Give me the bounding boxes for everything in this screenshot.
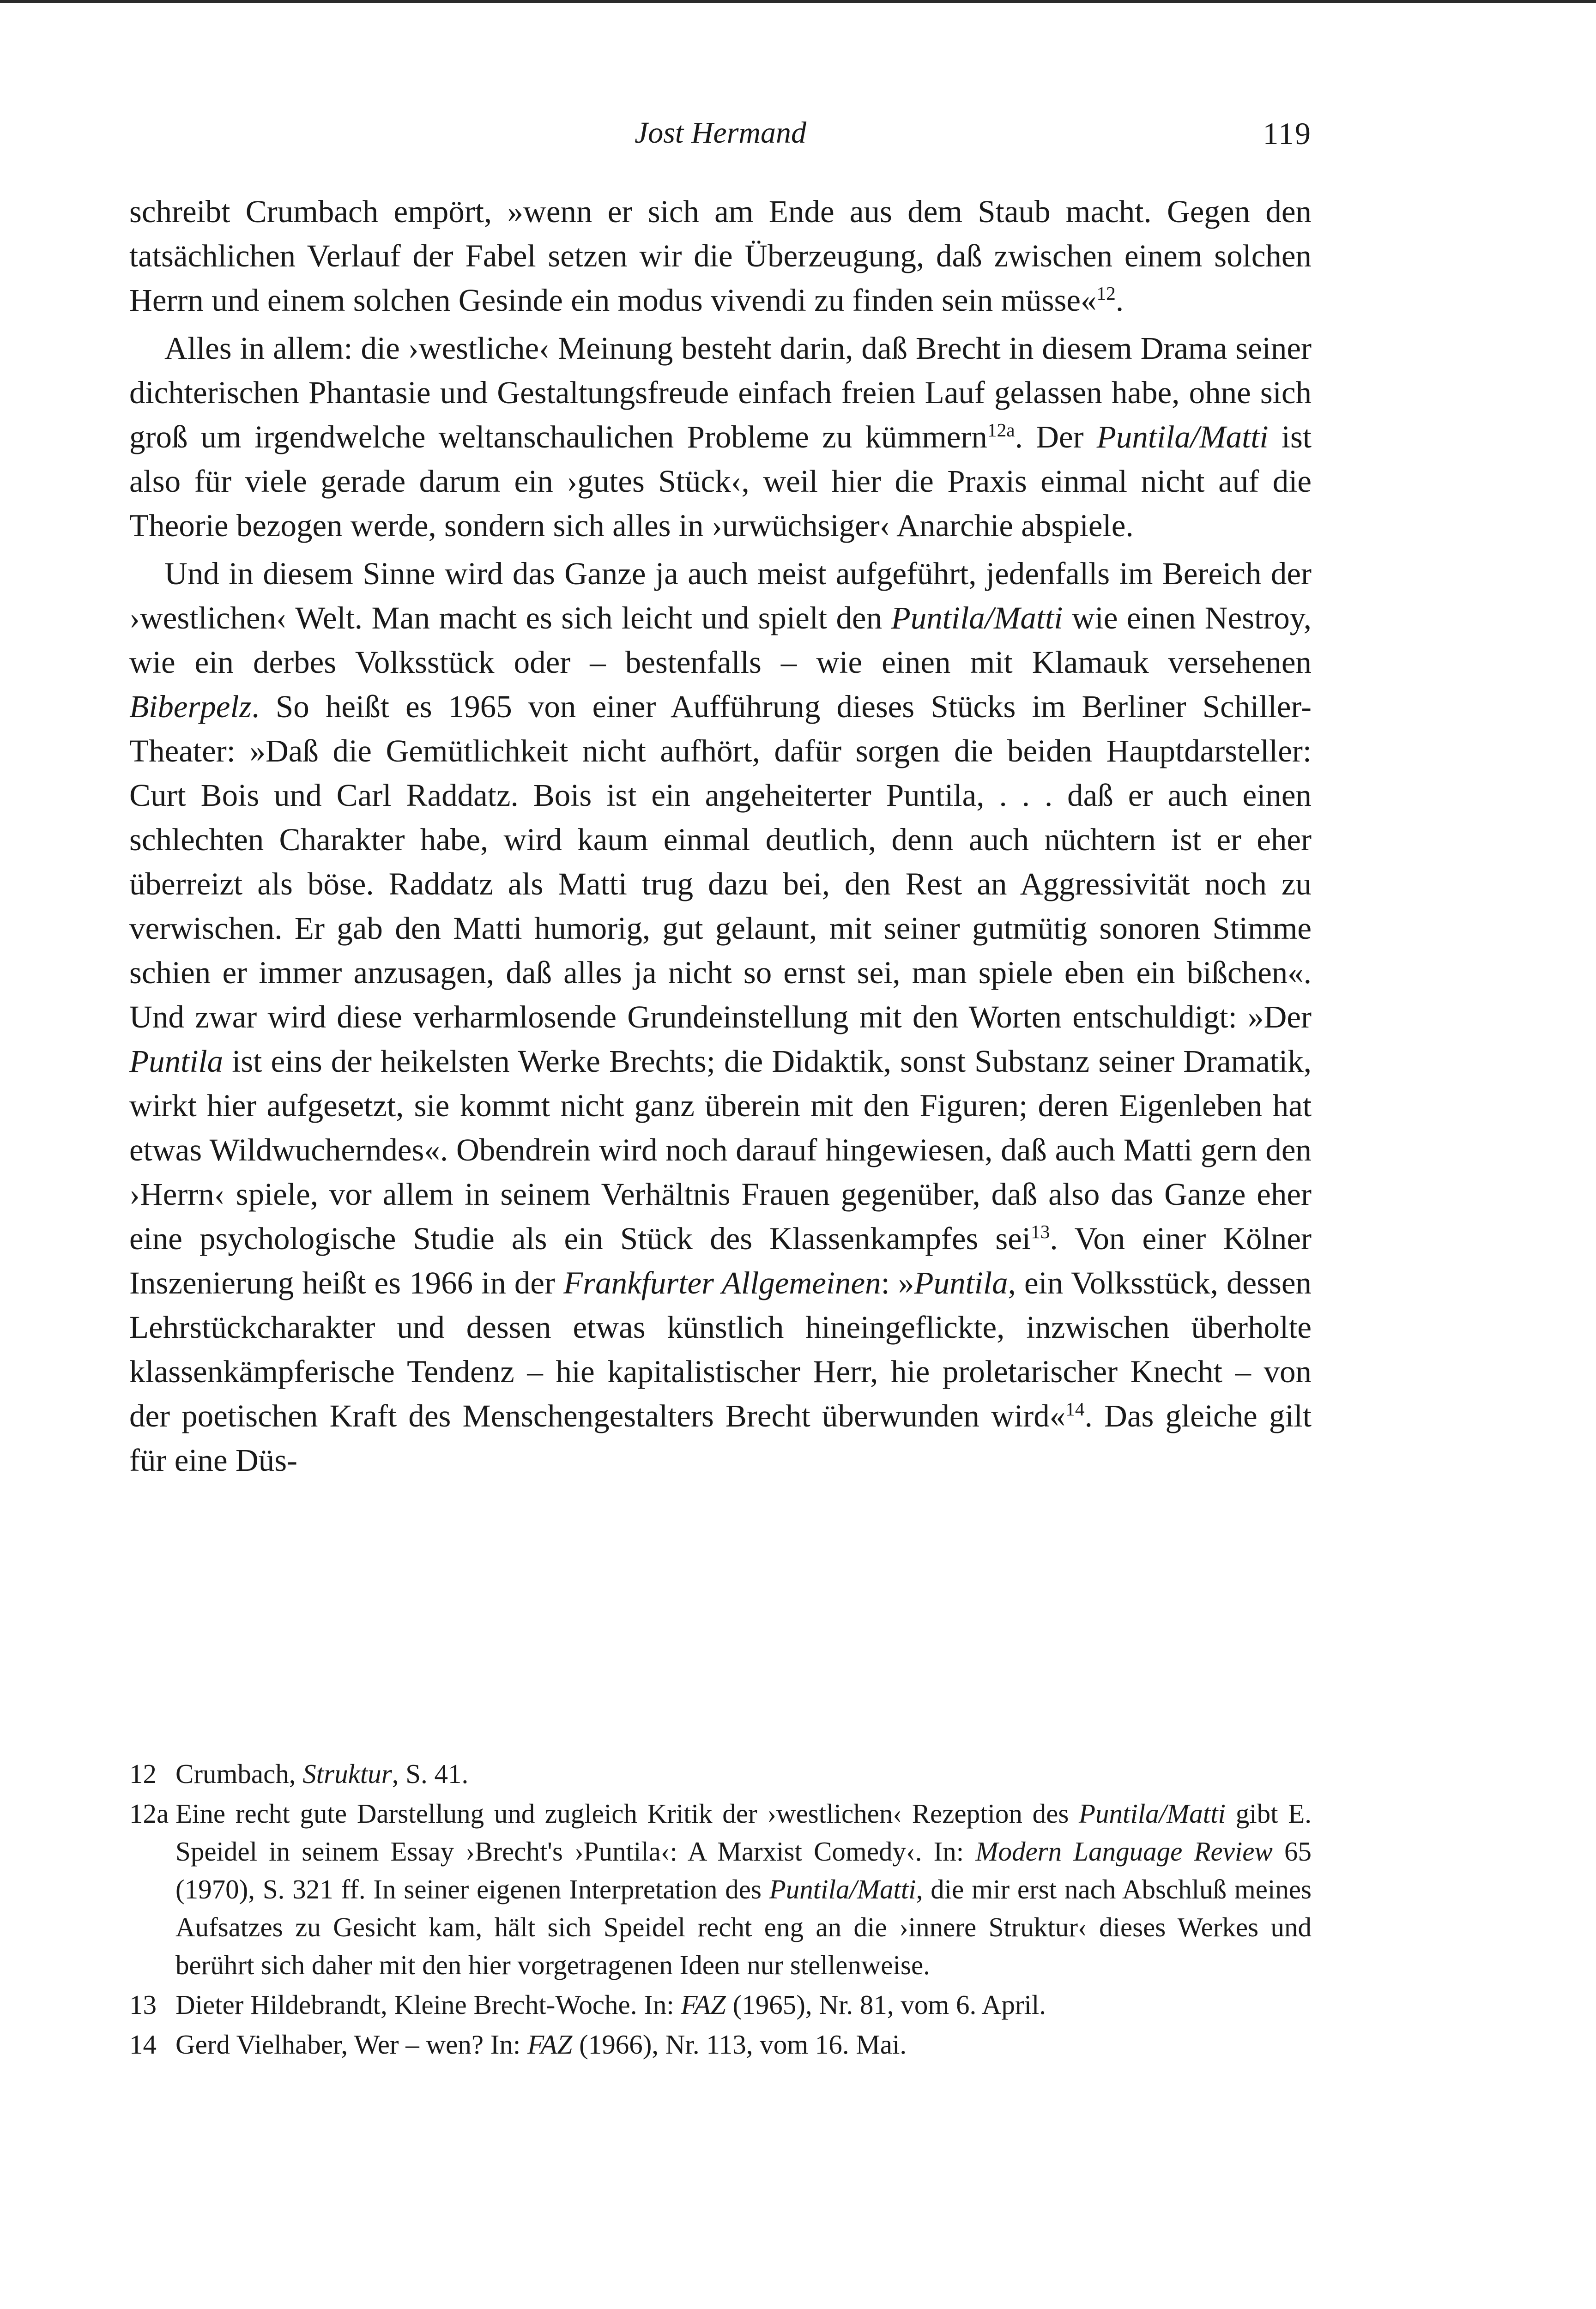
work-title: Puntila/Matti: [1079, 1798, 1226, 1829]
paragraph-3: [129, 551, 1312, 1482]
footnote-ref-12a: 12a: [987, 419, 1015, 441]
work-title: Puntila/Matti: [1096, 419, 1269, 454]
work-title: Puntila/Matti: [769, 1874, 916, 1904]
text-run: .: [1115, 283, 1124, 318]
footnote-13: [129, 1986, 1312, 2024]
text-run: (1965), Nr. 81, vom 6. April.: [725, 1989, 1046, 2020]
text-run: schreibt Crumbach empört, »wenn er sich am Ende aus dem Staub macht. Gegen den tatsächlichen Verlauf der Fabel setzen wir die Überzeugung, daß zwischen einem solchen Herrn und einem solchen Gesinde ein modus vivendi zu finden sein müsse«: [129, 194, 1312, 318]
text-run: Crumbach,: [175, 1759, 303, 1789]
text-run: : »: [881, 1265, 914, 1300]
text-run: . So heißt es 1965 von einer Aufführung dieses Stücks im Berliner Schiller-Theater: »Daß die Gemütlichkeit nicht aufhört, dafür sorgen die beiden Hauptdarsteller: Curt Bois und Carl Raddatz. Bois ist ein angeheiterter Puntila, . . . daß er auch einen schlechten Charakter habe, wird kaum einmal deutlich, denn auch nüchtern ist er eher überreizt als böse. Raddatz als Matti trug dazu bei, den Rest an Aggressivität noch zu verwischen. Er gab den Matti humorig, gut gelaunt, mit seiner gutmütig sonoren Stimme schien er immer anzusagen, daß alles ja nicht so ernst sei, man spiele eben ein bißchen«. Und zwar wird diese verharmlosende Grundeinstellung mit den Worten entschuldigt: »Der: [129, 689, 1312, 1034]
footnote-text: [175, 2025, 1312, 2063]
top-border-rule: [0, 0, 1596, 3]
text-run: gibt E. Speidel in seinem Essay ›Brecht's ›Puntila‹: A Marxist Comedy‹. In:: [175, 1798, 1312, 1867]
text-run: . Von einer Kölner Inszenierung heißt es 1966 in der: [129, 1221, 1312, 1300]
work-title: Biberpelz: [129, 689, 252, 724]
text-run: Und in diesem Sinne wird das Ganze ja auch meist aufgeführt, jedenfalls im Bereich der ›westlichen‹ Welt. Man macht es sich leicht und spielt den: [129, 556, 1312, 635]
footnote-text: [175, 1755, 1312, 1793]
footnote-ref-14: 14: [1065, 1398, 1085, 1420]
footnote-ref-13: 13: [1031, 1221, 1050, 1242]
paragraph-1: [129, 189, 1312, 322]
text-run: (1966), Nr. 113, vom 16. Mai.: [572, 2029, 907, 2060]
newspaper-title: Frankfurter Allgemeinen: [563, 1265, 881, 1300]
footnote-text: [175, 1795, 1312, 1984]
text-run: , die mir erst nach Abschluß meines Aufsatzes zu Gesicht kam, hält sich Speidel recht eng an die ›innere Struktur‹ dieses Werkes und berührt sich daher mit den hier vorgetragenen Ideen nur stellenweise.: [175, 1874, 1312, 1980]
text-run: ist also für viele gerade darum ein ›gutes Stück‹, weil hier die Praxis einmal nicht auf die Theorie bezogen werde, sondern sich alles in ›urwüchsiger‹ Anarchie abspiele.: [129, 419, 1312, 543]
journal-title: Modern Language Review: [975, 1836, 1273, 1867]
text-run: , ein Volksstück, dessen Lehrstückcharakter und dessen etwas künstlich hineingeflickte, inzwischen überholte klassenkämpferische Tendenz – hie kapitalistischer Herr, hie proletarischer Knecht – von der poetischen Kraft des Menschengestalters Brecht überwunden wird«: [129, 1265, 1312, 1433]
footnote-number: 12a: [129, 1798, 169, 1829]
footnotes-section: [129, 1755, 1312, 2065]
running-head-author: Jost Hermand: [634, 116, 807, 150]
text-run: 65 (1970), S. 321 ff. In seiner eigenen Interpretation des: [175, 1836, 1312, 1904]
work-title: Struktur: [302, 1759, 392, 1789]
text-run: , S. 41.: [392, 1759, 469, 1789]
footnote-14: [129, 2025, 1312, 2063]
main-body-text: [129, 189, 1312, 1482]
newspaper-title: FAZ: [527, 2029, 573, 2060]
footnote-number: 13: [129, 1989, 157, 2020]
work-title: Puntila/Matti: [891, 600, 1063, 635]
text-run: wie einen Nestroy, wie ein derbes Volksstück oder – bestenfalls – wie einen mit Klamauk versehenen: [129, 600, 1312, 680]
footnote-ref-12: 12: [1096, 283, 1116, 304]
footnote-12a: [129, 1795, 1312, 1984]
text-run: Eine recht gute Darstellung und zugleich Kritik der ›westlichen‹ Rezeption des: [175, 1798, 1079, 1829]
footnote-number: 12: [129, 1759, 157, 1789]
text-run: Alles in allem: die ›westliche‹ Meinung besteht darin, daß Brecht in diesem Drama seiner dichterischen Phantasie und Gestaltungsfreude einfach freien Lauf gelassen habe, ohne sich groß um irgendwelche weltanschaulichen Probleme zu kümmern: [129, 331, 1312, 454]
text-run: . Der: [1015, 419, 1097, 454]
newspaper-title: FAZ: [681, 1989, 726, 2020]
footnote-number: 14: [129, 2029, 157, 2060]
work-title: Puntila: [914, 1265, 1008, 1300]
text-run: . Das gleiche gilt für eine Düs-: [129, 1398, 1312, 1478]
footnote-12: [129, 1755, 1312, 1793]
paragraph-2: [129, 326, 1312, 548]
text-run: Dieter Hildebrandt, Kleine Brecht-Woche. In:: [175, 1989, 681, 2020]
text-run: ist eins der heikelsten Werke Brechts; die Didaktik, sonst Substanz seiner Dramatik, wirkt hier aufgesetzt, sie kommt nicht ganz überein mit den Figuren; deren Eigenleben hat etwas Wildwucherndes«. Obendrein wird noch darauf hingewiesen, daß auch Matti gern den ›Herrn‹ spiele, vor allem in seinem Verhältnis Frauen gegenüber, daß also das Ganze eher eine psychologische Studie als ein Stück des Klassenkampfes sei: [129, 1044, 1312, 1256]
text-run: Gerd Vielhaber, Wer – wen? In:: [175, 2029, 528, 2060]
page-number: 119: [1263, 116, 1312, 151]
running-header: [129, 115, 1312, 162]
footnote-text: [175, 1986, 1312, 2024]
work-title: Puntila: [129, 1044, 224, 1079]
